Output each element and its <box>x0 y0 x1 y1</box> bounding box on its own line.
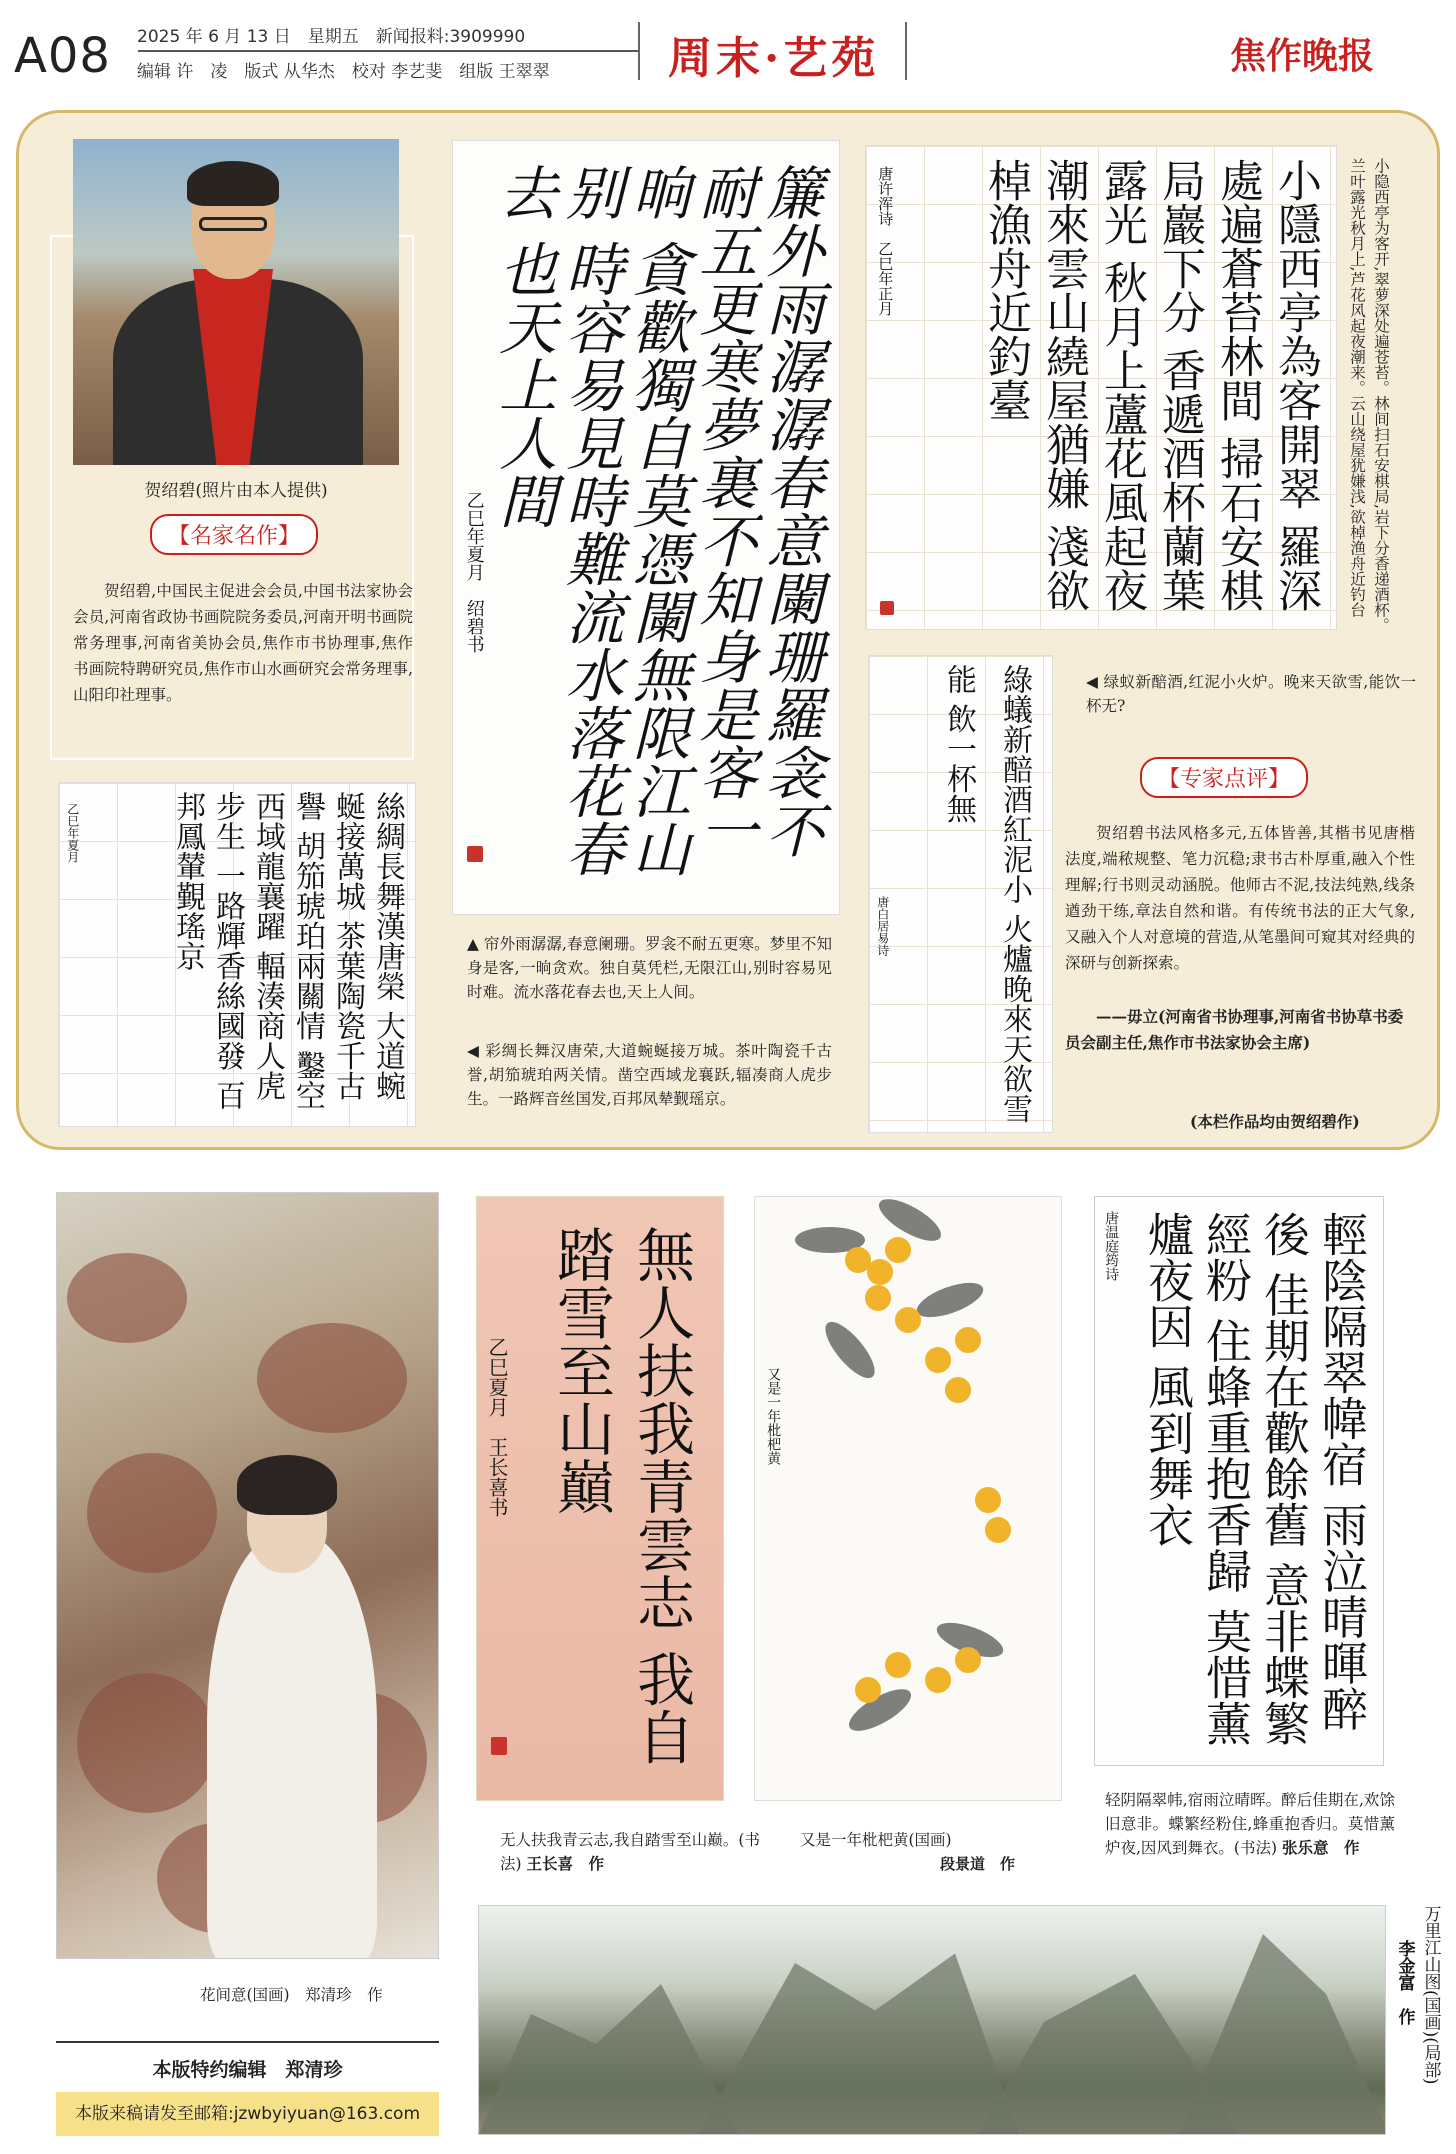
header-separator-right <box>905 22 907 80</box>
landscape-painting <box>478 1905 1386 2135</box>
kaishu-calligraphy-small <box>868 655 1053 1133</box>
white-calli-column: 雨泣晴暉醉後 <box>1257 1211 1369 1732</box>
submission-email: 本版来稿请发至邮箱:jzwbyiyuan@163.com <box>56 2092 439 2136</box>
small-kaishu-caption: ◀ 绿蚁新醅酒,红泥小火炉。晚来天欲雪,能饮一杯无? <box>1086 673 1416 715</box>
red-calligraphy-author: 王长喜 作 <box>526 1854 605 1873</box>
small-kaishu-column: 飲一杯無 <box>941 703 976 824</box>
cursive-text <box>490 163 823 903</box>
header-staff-line: 编辑 许 凌 版式 从华杰 校对 李艺斐 组版 王翠翠 <box>137 62 550 82</box>
main-cursive-calligraphy <box>452 140 840 915</box>
kaishu-inscription: 唐许浑诗 乙巳年正月 <box>876 166 895 316</box>
section-title: 周末·艺苑 <box>668 33 880 84</box>
woman-painting-caption: 花间意(国画) 郑清珍 作 <box>200 1986 383 2004</box>
kaishu-column: 淺欲棹漁舟近釣臺 <box>980 158 1089 612</box>
loquat-author: 段景道 作 <box>940 1855 1016 1873</box>
cursive-column: 耐五更寒夢裏不知身是客一晌 <box>622 163 758 859</box>
kaishu-column: 秋月上蘆花風起夜 <box>1096 260 1147 612</box>
loquat-inscription: 又是一年枇杷黄 <box>765 1367 782 1465</box>
header-separator-left <box>638 22 640 80</box>
footer-divider <box>56 2041 439 2043</box>
lishu-calligraphy <box>58 782 416 1127</box>
lishu-inscription: 乙巳年夏月 <box>65 803 80 863</box>
guest-editor: 本版特约编辑 郑清珍 <box>152 2059 343 2081</box>
cursive-column: 簾外雨潺潺春意闌珊羅衾不 <box>756 163 824 859</box>
lishu-column: 茶葉陶瓷千古譽 <box>290 791 365 1101</box>
artist-bio: 贺绍碧,中国民主促进会会员,中国书法家协会会员,河南省政协书画院院务委员,河南开明书画院常务理事,河南省美协会员,焦作市书协理事,焦作书画院特聘研究员,焦作市山水画研究会常务理事,山阳印社理事。 <box>73 582 413 704</box>
kaishu-column: 潮來雲山繞屋猶嫌 <box>1038 158 1089 510</box>
red-calligraphy-text <box>541 1225 701 1785</box>
kaishu-calligraphy-top <box>865 145 1337 630</box>
red-seal <box>880 601 894 615</box>
kaishu-text <box>976 158 1324 618</box>
lishu-column: 輻湊商人虎步生 <box>210 791 285 1101</box>
small-kaishu-column: 火爐晚來天欲雪能 <box>941 664 1032 1124</box>
white-paper-calligraphy <box>1094 1196 1384 1766</box>
white-calligraphy-text <box>1139 1211 1371 1756</box>
woman-among-flowers-painting <box>56 1192 439 1959</box>
loquat-caption: 又是一年枇杷黄(国画) <box>800 1831 952 1849</box>
lishu-column: 鑿空西域龍襄躍 <box>250 791 325 1111</box>
cursive-caption: ▲ 帘外雨潺潺,春意阑珊。罗衾不耐五更寒。梦里不知身是客,一晌贪欢。独自莫凭栏,无限江山,别时容易见时难。流水落花春去也,天上人间。 <box>467 935 832 1001</box>
red-calli-column: 無人扶我青雲志 <box>627 1225 695 1631</box>
lishu-column: 胡笳琥珀兩關情 <box>290 830 325 1041</box>
red-calligraphy-inscription: 乙巳夏月 王长喜书 <box>485 1337 509 1517</box>
landscape-author: 李金富 作 <box>1394 1940 1415 2025</box>
lishu-column: 百邦鳳輦覲瑤京 <box>170 791 245 1111</box>
white-calli-column: 莫惜薰爐夜因 <box>1141 1211 1253 1747</box>
white-calli-column: 意非蝶繁經粉 <box>1199 1211 1311 1747</box>
expert-review-text: 贺绍碧书法风格多元,五体皆善,其楷书见唐楷法度,端秾规整、笔力沉稳;隶书古朴厚重,融入个性理解;行书则灵动涵脱。他师古不泥,技法纯熟,线条遒劲干练,章法自然和谐。有传统书法的正大气象,又融入个人对意境的营造,从笔墨间可窥其对经典的深研与创新探索。 <box>1065 824 1415 972</box>
lishu-column: 絲綢長舞漢唐榮 <box>370 791 405 1001</box>
small-kaishu-text <box>930 664 1042 1124</box>
white-calli-column: 住蜂重抱香歸 <box>1199 1317 1253 1594</box>
kaishu-column: 香遞酒杯蘭葉露光 <box>1096 158 1205 612</box>
white-calligraphy-caption: 轻阴隔翠帏,宿雨泣晴晖。醉后佳期在,欢馀旧意非。蝶繁经粉住,蜂重抱香归。莫惜薰炉夜,因风到舞衣。(书法) 张乐意 作 <box>1105 1791 1395 1857</box>
red-seal <box>467 846 483 862</box>
loquat-painting <box>754 1196 1062 1801</box>
newspaper-logo: 焦作晚报 <box>1230 36 1375 77</box>
artist-photo <box>73 139 399 465</box>
white-calligraphy-inscription: 唐温庭筠诗 <box>1103 1211 1120 1281</box>
cursive-column: 貪歡獨自莫憑闌無限江山别 <box>555 163 691 878</box>
kaishu-column: 掃石安棋局巖下分 <box>1154 158 1263 612</box>
page-number: A08 <box>14 28 111 84</box>
red-paper-calligraphy <box>476 1196 724 1801</box>
photo-caption: 贺绍碧(照片由本人提供) <box>144 481 328 501</box>
landscape-title: 万里江山图(国画)(局部) <box>1420 1905 1441 2085</box>
white-calligraphy-author: 张乐意 作 <box>1281 1838 1360 1857</box>
cursive-column: 也天上人間 <box>489 239 558 530</box>
white-calli-column: 佳期在歡餘舊 <box>1257 1271 1311 1548</box>
expert-review-badge: 【专家点评】 <box>1140 757 1308 798</box>
kaishu-column: 羅深處遍蒼苔林間 <box>1212 158 1321 612</box>
cursive-inscription: 乙巳年夏月 绍碧书 <box>463 491 485 653</box>
works-note: (本栏作品均由贺绍碧作) <box>1190 1112 1360 1131</box>
header-date-line: 2025 年 6 月 13 日 星期五 新闻报料:3909990 <box>137 27 526 47</box>
small-kaishu-column: 綠蟻新醅酒紅泥小 <box>997 664 1032 904</box>
header-divider <box>138 50 638 52</box>
kaishu-top-caption: 小隐西亭为客开,翠萝深处遍苍苔。林间扫石安棋局,岩下分香递酒杯。兰叶露光秋月上,芦花风起夜潮来。云山绕屋犹嫌浅,欲棹渔舟近钓台 <box>1348 158 1390 633</box>
red-seal <box>491 1737 507 1755</box>
lishu-text <box>167 791 407 1121</box>
red-calligraphy-caption: 无人扶我青云志,我自踏雪至山巅。(书法) 王长喜 作 <box>500 1831 760 1873</box>
expert-reviewer: ——毋立(河南省书协理事,河南省书协草书委员会副主任,焦作市书法家协会主席) <box>1065 1007 1404 1052</box>
red-calli-column: 我自踏雪至山巔 <box>547 1225 695 1766</box>
white-calli-column: 風到舞衣 <box>1141 1363 1195 1548</box>
cursive-column: 時容易見時難流水落花春去 <box>489 163 624 878</box>
lishu-column: 一路輝香絲國發 <box>210 860 245 1071</box>
white-calli-column: 輕陰隔翠幃宿 <box>1315 1211 1369 1487</box>
lishu-column: 大道蜿蜒接萬城 <box>330 791 405 1101</box>
famous-works-badge: 【名家名作】 <box>150 514 318 555</box>
lishu-caption: ◀ 彩绸长舞汉唐荣,大道蜿蜒接万城。茶叶陶瓷千古誉,胡笳琥珀两关情。凿空西域龙襄跃,辐凑商人虎步生。一路辉音丝国发,百邦凤辇觐瑶京。 <box>467 1042 832 1108</box>
small-kaishu-inscription: 唐白居易诗 <box>875 896 890 956</box>
kaishu-column: 小隱西亭為客開翠 <box>1270 158 1321 510</box>
